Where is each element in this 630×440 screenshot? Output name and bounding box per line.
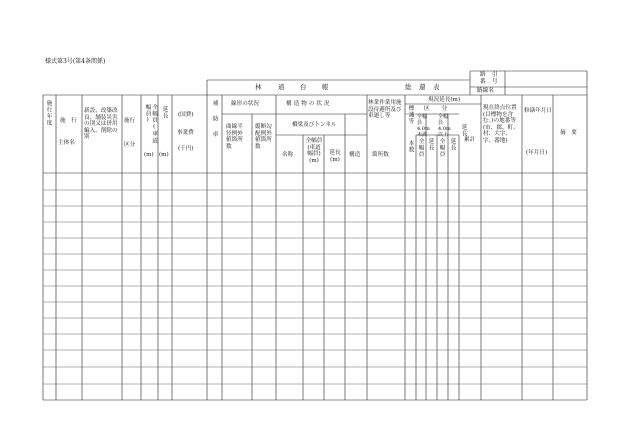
col-executor: 施 行 (60, 118, 77, 124)
route-label: 路 (480, 72, 486, 78)
col-repair-date-unit: (年月日) (526, 150, 548, 156)
col-width-unit: (m) (144, 152, 154, 158)
title-char: 道 (278, 83, 285, 91)
col-alignment: 線形の状況 (231, 101, 259, 107)
col-width-over4: 全幅員4.0m以上 (438, 114, 451, 138)
col-work-type: 新設、改築改良、舗装災害の別又は併用編入、削除の別 (84, 108, 118, 141)
title-char: 林 (255, 83, 262, 91)
col-subsidy-rate: 補助率 (211, 100, 218, 147)
col-under4-length: 延長 (427, 138, 434, 152)
col-current-length: 現況延長(m) (428, 97, 461, 103)
route-label: 号 (492, 79, 498, 85)
col-endpoint-location: 現在終点位置(目標物を含む。)の地番等(市、郡、町、村、大字、字、番地) (483, 105, 519, 144)
col-cost: 事業費 (177, 130, 194, 136)
col-signs: 標識等 (407, 105, 414, 125)
form-number: 様式第3号(第4条関係) (45, 58, 106, 65)
col-facilities: 林業作業用施設待避所及び車廻し等 (368, 100, 402, 120)
title-char: 帳 (322, 83, 329, 91)
col-repair-date: 修繕年月日 (524, 108, 552, 114)
col-width-under4: 全幅員4.0m未満 (417, 114, 430, 138)
title-char: 総 (405, 83, 412, 91)
route-name-label: 路線名 (477, 88, 494, 94)
col-fiscal-year: 施行年度 (45, 100, 52, 127)
col-curve-radius: 曲線半径例外値箇所数 (226, 124, 243, 150)
col-current-division: 区分 (424, 106, 460, 112)
col-executor-name: 主体名 (58, 140, 75, 146)
col-signs-count: 本数 (407, 140, 414, 154)
col-grade: 縦断勾配例外値箇所数 (255, 124, 272, 150)
title-char: 台 (300, 83, 307, 91)
col-bridge-width: 全幅員(車道幅員)(m) (305, 138, 323, 164)
title-char: 還 (419, 83, 426, 91)
col-exec-division: 区分 (124, 142, 136, 148)
col-over4-length: 延長 (449, 138, 456, 152)
col-remarks: 摘 要 (560, 130, 577, 136)
col-length: 延長 (161, 106, 168, 120)
col-structures: 構造物の状況 (286, 101, 332, 107)
title-char: 表 (433, 83, 440, 91)
col-under4-width: 全幅員 (417, 138, 424, 158)
col-cost-unit: (千円) (178, 146, 194, 152)
col-exec: 施行 (124, 118, 136, 124)
col-bridge-tunnel: 橋梁及びトンネル (292, 122, 337, 128)
col-cumulative: 累計 (464, 137, 476, 143)
col-over4-width: 全幅員 (438, 138, 445, 158)
col-facilities-count: 箇所数 (372, 152, 389, 158)
col-bridge-structure: 構造 (349, 152, 361, 158)
route-label: 番 (480, 79, 486, 85)
col-cost-national: (国費) (178, 112, 194, 118)
col-length-unit: (m) (159, 152, 169, 158)
col-length-total: 延長 (460, 124, 467, 138)
col-width: 全幅員(車道幅員) (144, 104, 158, 144)
col-bridge-name: 名称 (282, 152, 294, 158)
col-bridge-length: 延長(m) (329, 150, 341, 163)
route-label: 引 (492, 72, 498, 78)
